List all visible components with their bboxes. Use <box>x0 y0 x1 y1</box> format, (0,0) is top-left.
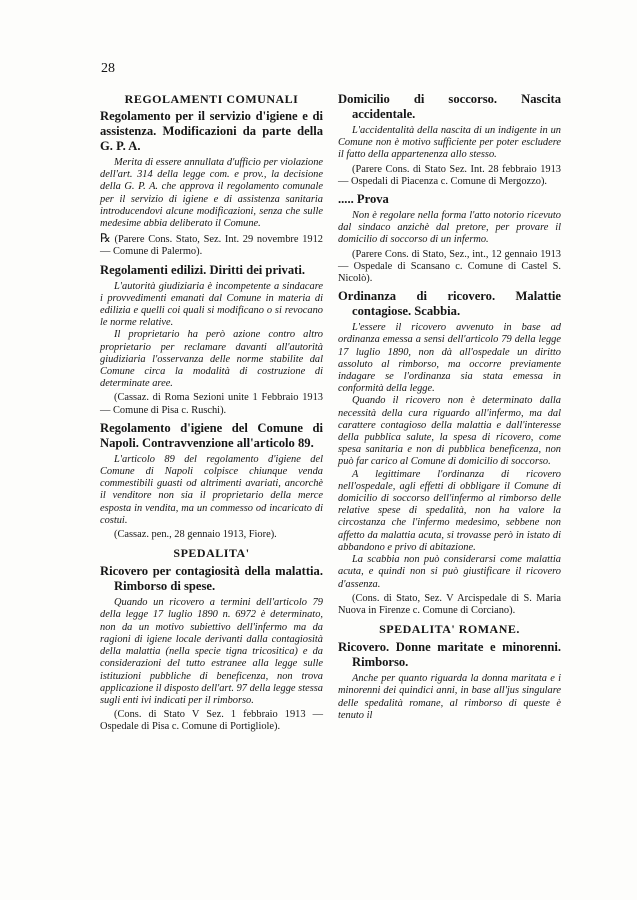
left-column <box>100 92 323 734</box>
entry-title: Regolamento d'igiene del Comune di Napoli. Contravvenzione all'articolo 89. <box>100 420 323 450</box>
page-number: 28 <box>101 61 115 76</box>
entry-body: L'articolo 89 del regolamento d'igiene del Comune di Napoli colpisce chiunque venda commestibili guasti od altrimenti avariati, ancorchè il venditore non sia il proprietario della merce esposta in vendita, ma un commesso od incaricato di costui. <box>100 453 323 526</box>
entry-body: Il proprietario ha però azione contro altro proprietario per reclamare davanti all'autorità giudiziaria l'osservanza delle norme stabilite dal Comune circa la modalità di costruzione di determinate aree. <box>100 329 323 390</box>
entry-body: L'accidentalità della nascita di un indigente in un Comune non è motivo sufficiente per poter escludere il fatto della appartenenza allo stesso. <box>338 125 561 161</box>
entry-body: Quando un ricovero a termini dell'articolo 79 della legge 17 luglio 1890 n. 6972 è determinato, non da un motivo subiettivo dell'infermo ma da ragioni di igiene locale derivanti dalla contagiosità della malattia (nella specie tigna tricositica) e da considerazioni del tutto estranee alla legge sulle istituzioni pubbliche di beneficenza, non trova applicazione il disposto dell'art. 97 della legge stessa sugli enti ivi indicati per il rimborso. <box>100 597 323 706</box>
entry-body: La scabbia non può considerarsi come malattia acuta, e quindi non si può giustificare il ricovero d'assenza. <box>338 554 561 590</box>
entry-regolamenti-edilizi <box>100 263 323 417</box>
entry-title: Ordinanza di ricovero. Malattie contagiose. Scabbia. <box>338 289 561 319</box>
entry-title: Regolamento per il servizio d'igiene e di assistenza. Modificazioni da parte della G. P. A. <box>100 109 323 153</box>
entry-body: Non è regolare nella forma l'atto notorio ricevuto dal sindaco anzichè dal pretore, per provare il domicilio di soccorso di un infermo. <box>338 210 561 246</box>
entry-prova <box>338 192 561 285</box>
right-column <box>338 92 561 722</box>
entry-ordinanza-ricovero <box>338 289 561 617</box>
citation-text: (Parere Cons. Stato, Sez. Int. 29 novembre 1912 — Comune di Palermo). <box>100 234 323 258</box>
entry-domicilio-soccorso <box>338 92 561 188</box>
entry-regolamento-igiene <box>100 109 323 259</box>
entry-title: Domicilio di soccorso. Nascita accidentale. <box>338 92 561 121</box>
entry-body: Quando il ricovero non è determinato dalla necessità della cura riguardo all'infermo, ma dal carattere contagioso della malattia e dall'interesse della pubblica salute, la spesa di ricovero, come spesa sanitaria e non di pubblica beneficenza, non può far carico al Comune di domicilio di soccorso. <box>338 395 561 468</box>
entry-body: Merita di essere annullata d'ufficio per violazione dell'art. 314 della legge com. e prov., la decisione della G. P. A. che approva il regolamento comunale per il servizio di igiene e di assistenza sanitaria introducendovi alcune modificazioni, senza che sulle medesime abbia deliberato il Comune. <box>100 157 323 230</box>
entry-regolamento-napoli <box>100 421 323 541</box>
entry-title: Regolamenti edilizi. Diritti dei privati. <box>100 262 305 277</box>
entry-title: ..... Prova <box>338 192 389 207</box>
entry-body: A legittimare l'ordinanza di ricovero nell'ospedale, agli effetti di obbligare il Comune di domicilio di soccorso dell'infermo al rimborso delle relative spese di spedalità, non ha valore la circostanza che l'infermo medesimo, sebbene non affetto da malattia acuta, si trovasse però in istato di abbandono e privo di abitazione. <box>338 468 561 553</box>
entry-citation: (Cassaz. pen., 28 gennaio 1913, Fiore). <box>114 529 277 541</box>
entry-title: Ricovero per contagiosità della malattia. Rimborso di spese. <box>100 564 323 594</box>
entry-body: L'essere il ricovero avvenuto in base ad ordinanza emessa a sensi dell'articolo 79 della legge 17 luglio 1890, non dà all'ospedale un diritto assoluto al rimborso, ma occorre previamente indagare se l'ordinanza sia stata emessa in conformità della legge. <box>338 322 561 395</box>
entry-citation: (Cassaz. di Roma Sezioni unite 1 Febbraio 1913 — Comune di Pisa c. Ruschi). <box>100 392 323 416</box>
entry-ricovero-contagiosita <box>100 564 323 733</box>
section-title-regolamenti: REGOLAMENTI COMUNALI <box>124 92 299 106</box>
entry-citation <box>100 232 323 258</box>
entry-citation: (Cons. di Stato, Sez. V Arcispedale di S. Maria Nuova in Firenze c. Comune di Corciano). <box>338 592 561 616</box>
section-title-spedalita: SPEDALITA' <box>173 546 250 561</box>
prescription-mark-icon: ℞ <box>100 231 111 246</box>
entry-body: Anche per quanto riguarda la donna maritata e i minorenni dei quindici anni, in base all'jus singulare delle spedalità romane, al rimborso di queste è tenuto il <box>338 673 561 721</box>
entry-body: L'autorità giudiziaria è incompetente a sindacare i provvedimenti emanati dal Comune in materia di edilizia e quelli coi quali si modificano o si revocano le norme relative. <box>100 280 323 329</box>
entry-citation: (Parere Cons. di Stato, Sez., int., 12 gennaio 1913 — Ospedale di Scansano c. Comune di Castel S. Nicolò). <box>338 248 561 285</box>
entry-title: Ricovero. Donne maritate e minorenni. Rimborso. <box>338 640 561 670</box>
entry-ricovero-donne <box>338 640 561 722</box>
section-title-spedalita-romane: SPEDALITA' ROMANE. <box>379 622 520 637</box>
entry-citation: (Parere Cons. di Stato Sez. Int. 28 febbraio 1913 — Ospedali di Piacenza c. Comune di Mergozzo). <box>338 163 561 187</box>
entry-citation: (Cons. di Stato V Sez. 1 febbraio 1913 — Ospedale di Pisa c. Comune di Portigliole). <box>100 709 323 733</box>
